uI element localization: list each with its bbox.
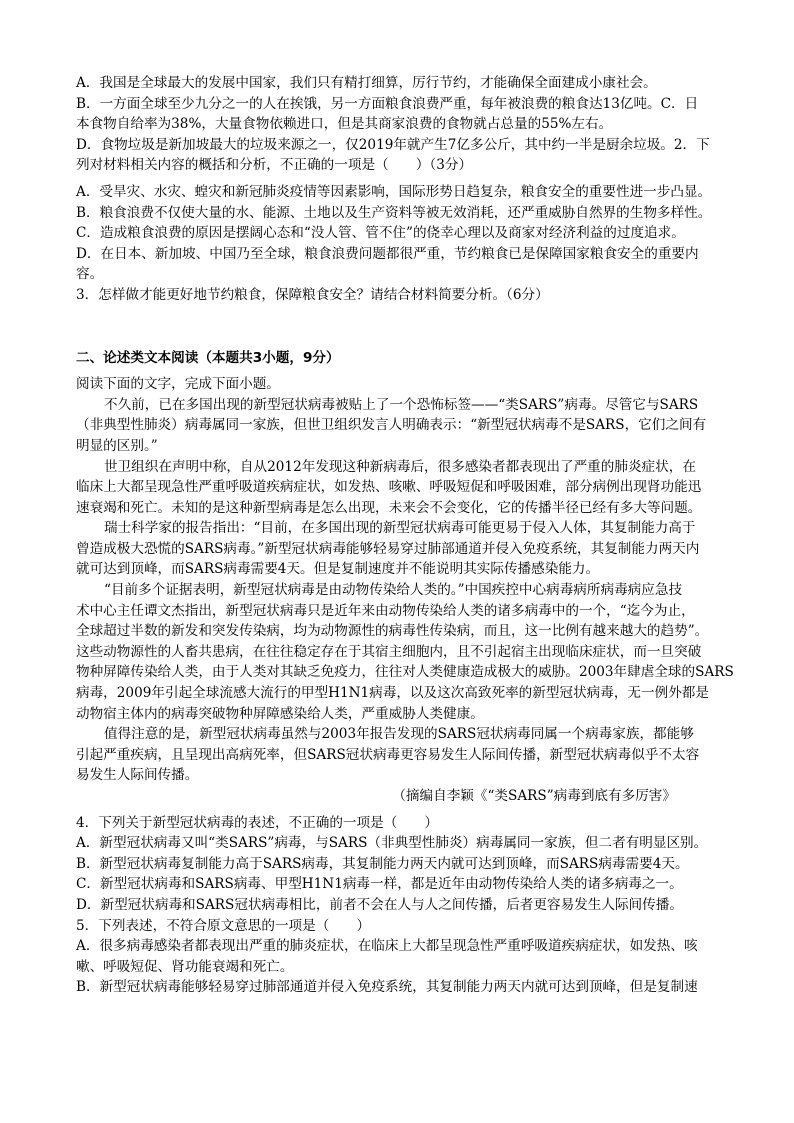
text-line: 曾造成极大恐慌的SARS病毒。”新型冠状病毒能够轻易穿过肺部通道并侵入免疫系统，其复制能力两天内 [76,540,700,557]
passage [76,395,734,807]
text-line: 病毒，2009年引起全球流感大流行的甲型H1N1病毒，以及这次高致死率的新型冠状病毒，无一例外都是 [76,685,709,702]
question-5 [76,916,718,998]
text-line: 瑞士科学家的报告指出：“目前，在多国出现的新型冠状病毒可能更易于侵入人体，其复制能力高于 [104,520,696,537]
text-line: 本食物自给率为38%，大量食物依赖进口，但是其商家浪费的食物就占总量的55%左右。 [76,116,613,133]
text-line: 速衰竭和死亡。未知的是这种新型病毒是怎么出现，未来会不会变化，它的传播半径已经有多大等问题。 [76,499,702,516]
text-line: 列对材料相关内容的概括和分析，不正确的一项是（ ）（3分） [76,157,473,174]
passage-source: （摘编自李颖《“类SARS”病毒到底有多厉害》 [392,788,676,804]
text-line: 动物宿主体内的病毒突破物种屏障感染给人类，严重威胁人类健康。 [76,705,484,722]
option-a: A．很多病毒感染者都表现出严重的肺炎症状，在临床上大都呈现急性严重呼吸道疾病症状，如发热、咳 [76,938,698,955]
paragraph-3 [76,518,718,580]
option-b: B．新型冠状病毒能够轻易穿过肺部通道并侵入免疫系统，其复制能力两天内就可达到顶峰，但是复制速 [76,979,698,996]
text-line: C．造成粮食浪费的原因是摆阔心态和“没人管、管不住”的侥幸心理以及商家对经济利益的过度追求。 [76,225,685,242]
paragraph-2 [76,457,718,519]
paragraph-4 [76,580,734,724]
paragraph-5 [76,724,718,786]
spacer [76,306,718,348]
text-line: A．受旱灾、水灾、蝗灾和新冠肺炎疫情等因素影响，国际形势日趋复杂，粮食安全的重要性进一步凸显。 [76,183,712,200]
paragraph-1 [76,395,718,457]
text-line: 易发生人际间传播。 [76,767,199,784]
text-line: 世卫组织在声明中称，自从2012年发现这种新病毒后，很多感染者都表现出了严重的肺炎症状，在 [104,458,696,475]
text-line: 不久前，已在多国出现的新型冠状病毒被贴上了一个恐怖标签——“类SARS”病毒。尽管它与SARS [104,396,699,413]
text-line: 就可达到顶峰，而SARS病毒需要4天。但是复制速度并不能说明其实际传播感染能力。 [76,561,600,578]
text-line: D．在日本、新加坡、中国乃至全球，粮食浪费问题都很严重，节约粮食已是保障国家粮食安全的重要内 [76,245,699,262]
text-line: 明显的区别。” [76,437,158,454]
option-a-cont: 嗽、呼吸短促、肾功能衰竭和死亡。 [76,958,294,975]
q2-options [76,182,718,285]
text-line: A．我国是全球最大的发展中国家，我们只有精打细算，厉行节约，才能确保全面建成小康社会。 [76,75,657,91]
section-heading: 二、论述类文本阅读（本题共3小题，9分） [76,349,340,366]
option-c: C．新型冠状病毒和SARS病毒、甲型H1N1病毒一样，都是近年由动物传染给人类的诸多病毒之一。 [76,876,683,893]
question-stem: 5．下列表述，不符合原文意思的一项是（ ） [76,917,371,934]
text-line: 全球超过半数的新发和突发传染病，均为动物源性的病毒性传染病，而且，这一比例有越来越大的趋势”。 [76,623,709,640]
question-stem: 4．下列关于新型冠状病毒的表述，不正确的一项是（ ） [76,814,439,831]
option-d: D．新型冠状病毒和SARS冠状病毒相比，前者不会在人与人之间传播，后者更容易发生人际间传播。 [76,896,683,913]
text-line: 术中心主任谭文杰指出，新型冠状病毒只是近年来由动物传染给人类的诸多病毒中的一个，“迄今为止， [76,602,695,619]
text-line: 这些动物源性的人畜共患病，在往往稳定存在于其宿主细胞内，且不引起宿主出现临床症状，而一旦突破 [76,643,702,660]
text-line: B．粮食浪费不仅使大量的水、能源、土地以及生产资料等被无效消耗，还严重威胁自然界的生物多样性。 [76,204,712,221]
text-line: “目前多个证据表明，新型冠状病毒是由动物传染给人类的。”中国疾控中心病毒病所病毒病应急技 [104,582,683,599]
text-line: 临床上大都呈现急性严重呼吸道疾病症状，如发热、咳嗽、呼吸短促和呼吸困难，部分病例出现肾功能迅 [76,479,702,496]
text-line: 容。 [76,266,104,283]
option-b: B．新型冠状病毒复制能力高于SARS病毒，其复制能力两天内就可达到顶峰，而SARS病毒需要4天。 [76,855,689,872]
text-line: 值得注意的是，新型冠状病毒虽然与2003年报告发现的SARS冠状病毒同属一个病毒家族，都能够 [104,726,694,743]
option-a: A．新型冠状病毒又叫“类SARS”病毒，与SARS（非典型性肺炎）病毒属同一家族，但二者有明显区别。 [76,835,708,852]
text-line: B．一方面全球至少九分之一的人在挨饿，另一方面粮食浪费严重，每年被浪费的粮食达13亿吨。C．日 [76,95,699,112]
text-line: （非典型性肺炎）病毒属同一家族，但世卫组织发言人明确表示：“新型冠状病毒不是SARS，它们之间有 [76,417,707,434]
text-line: 引起严重疾病，且呈现出高病死率，但SARS冠状病毒更容易发生人际间传播，新型冠状病毒似乎不太容 [76,746,700,763]
question-4 [76,813,718,916]
instruction: 阅读下面的文字，完成下面小题。 [76,376,280,393]
text-line: D．食物垃圾是新加坡最大的垃圾来源之一，仅2019年就产生7亿多公斤，其中约一半是厨余垃圾。2．下 [76,136,710,153]
q1-options [76,73,718,176]
text-line: 物种屏障传染给人类，由于人类对其缺乏免疫力，往往对人类健康造成极大的威胁。2003年肆虐全球的SARS [76,664,734,681]
question-3: 3．怎样做才能更好地节约粮食，保障粮食安全？请结合材料简要分析。（6分） [76,286,549,303]
